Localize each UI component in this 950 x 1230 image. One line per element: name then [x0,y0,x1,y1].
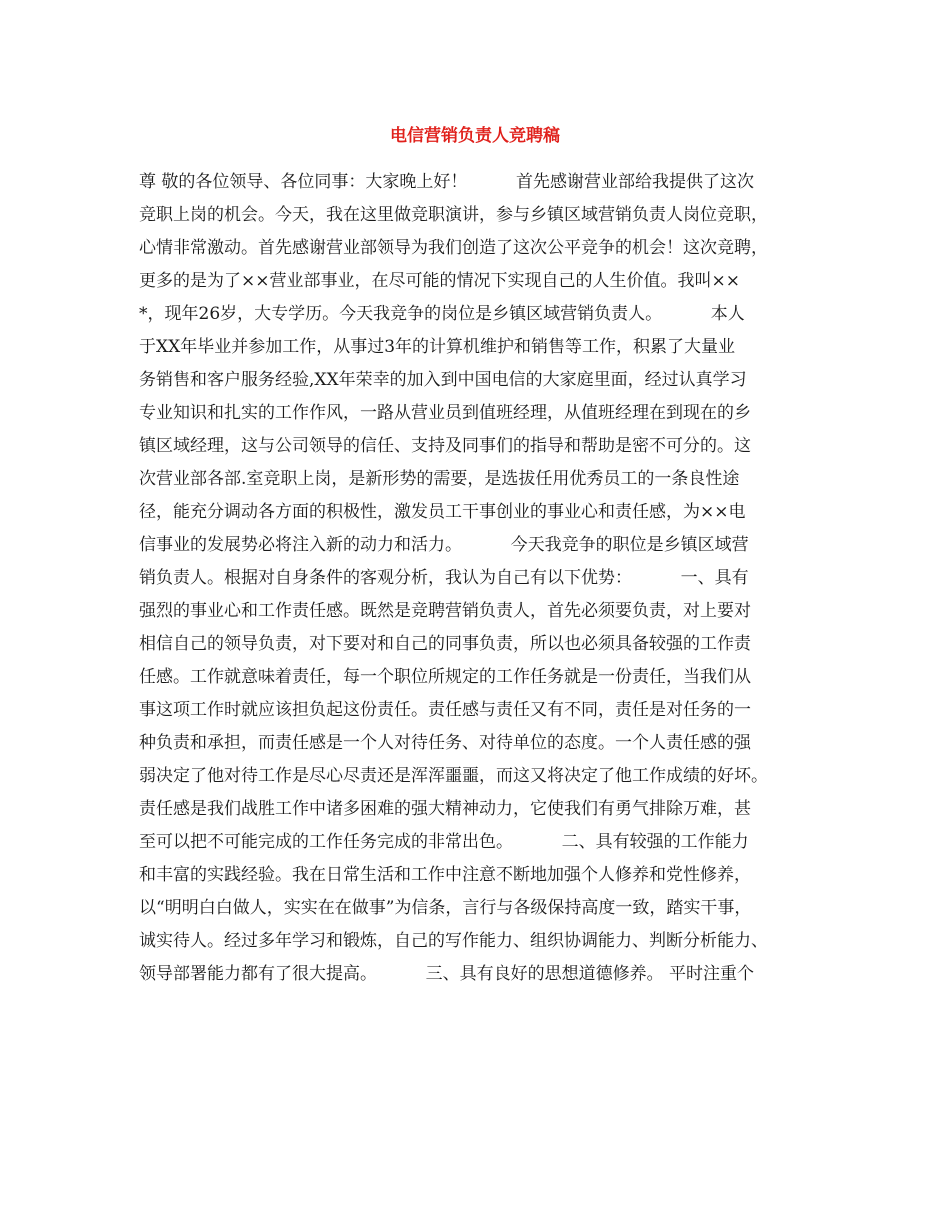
body-line: *，现年26岁，大专学历。今天我竞争的岗位是乡镇区域营销负责人。 本人 [139,304,745,324]
body-line: 种负责和承担，而责任感是一个人对待任务、对待单位的态度。一个人责任感的强 [139,733,751,753]
body-line: 销负责人。根据对自身条件的客观分析，我认为自己有以下优势： 一、具有 [139,568,749,588]
body-line: 径，能充分调动各方面的积极性，激发员工干事创业的事业心和责任感，为××电 [139,502,746,522]
body-line: 领导部署能力都有了很大提高。 三、具有良好的思想道德修养。 平时注重个 [139,964,755,984]
body-line: 强烈的事业心和工作责任感。既然是竞聘营销负责人，首先必须要负责，对上要对 [139,601,751,621]
body-line: 心情非常激动。首先感谢营业部领导为我们创造了这次公平竞争的机会！这次竞聘， [139,238,768,258]
body-line: 至可以把不可能完成的工作任务完成的非常出色。 二、具有较强的工作能力 [139,832,749,852]
document-body [139,166,839,991]
body-line: 务销售和客户服务经验,XX年荣幸的加入到中国电信的大家庭里面，经过认真学习 [139,370,747,390]
body-line: 相信自己的领导负责，对下要对和自己的同事负责，所以也必须具备较强的工作责 [139,634,751,654]
body-line: 尊 敬的各位领导、各位同事：大家晚上好！ 首先感谢营业部给我提供了这次 [139,172,755,192]
body-line: 和丰富的实践经验。我在日常生活和工作中注意不断地加强个人修养和党性修养， [139,865,751,885]
body-line: 弱决定了他对待工作是尽心尽责还是浑浑噩噩，而这又将决定了他工作成绩的好坏。 [139,766,768,786]
document-title: 电信营销负责人竞聘稿 [390,126,560,146]
body-line: 更多的是为了××营业部事业，在尽可能的情况下实现自己的人生价值。我叫×× [139,271,740,291]
body-line: 次营业部各部.室竞职上岗，是新形势的需要，是选拔任用优秀员工的一条良性途 [139,469,740,489]
body-line: 责任感是我们战胜工作中诸多困难的强大精神动力，它使我们有勇气排除万难，甚 [139,799,751,819]
body-line: 于XX年毕业并参加工作，从事过3年的计算机维护和销售等工作，积累了大量业 [139,337,736,357]
body-line: 任感。工作就意味着责任，每一个职位所规定的工作任务就是一份责任，当我们从 [139,667,751,687]
body-line: 诚实待人。经过多年学习和锻炼，自己的写作能力、组织协调能力、判断分析能力、 [139,931,768,951]
body-line: 竞职上岗的机会。今天，我在这里做竞职演讲，参与乡镇区域营销负责人岗位竞职， [139,205,768,225]
body-line: 以“明明白白做人，实实在在做事”为信条，言行与各级保持高度一致，踏实干事， [139,898,752,918]
body-line: 事这项工作时就应该担负起这份责任。责任感与责任又有不同，责任是对任务的一 [139,700,751,720]
body-line: 镇区域经理，这与公司领导的信任、支持及同事们的指导和帮助是密不可分的。这 [139,436,751,456]
body-line: 专业知识和扎实的工作作风，一路从营业员到值班经理，从值班经理在到现在的乡 [139,403,751,423]
body-line: 信事业的发展势必将注入新的动力和活力。 今天我竞争的职位是乡镇区域营 [139,535,749,555]
